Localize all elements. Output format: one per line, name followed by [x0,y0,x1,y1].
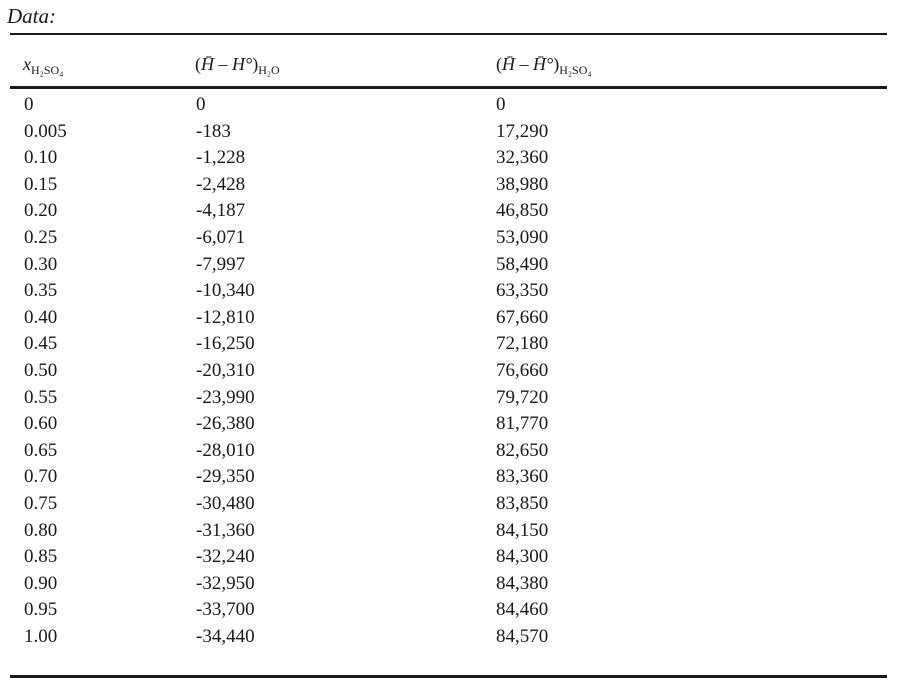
cell-mole-fraction: 0.75 [24,492,58,514]
table-row [0,546,899,573]
cell-acid-enthalpy: 38,980 [496,173,549,195]
cell-mole-fraction: 0.30 [24,253,58,275]
cell-mole-fraction: 0 [24,94,34,115]
table-row [0,520,899,547]
table-row [0,121,899,148]
table-row [0,360,899,387]
data-caption: Data: [7,4,56,28]
cell-acid-enthalpy: 58,490 [496,253,549,275]
table-top-rule [10,33,887,35]
cell-acid-enthalpy: 72,180 [496,333,549,355]
table-row [0,440,899,467]
table-row [0,227,899,254]
cell-acid-enthalpy: 17,290 [496,120,549,142]
cell-acid-enthalpy: 0 [496,94,506,115]
table-row [0,493,899,520]
header-acid-subscript: H₂SO₄ [559,63,592,77]
cell-acid-enthalpy: 63,350 [496,280,549,302]
cell-mole-fraction: 0.40 [24,306,58,328]
cell-mole-fraction: 0.20 [24,200,58,222]
cell-water-enthalpy: -26,380 [196,413,255,435]
cell-mole-fraction: 0.10 [24,147,58,169]
cell-water-enthalpy: -32,950 [196,572,255,594]
cell-acid-enthalpy: 76,660 [496,359,549,381]
cell-water-enthalpy: -183 [196,120,231,142]
cell-mole-fraction: 0.50 [24,359,58,381]
cell-acid-enthalpy: 81,770 [496,413,549,435]
table-row [0,147,899,174]
header-water-open: ( [195,54,201,74]
cell-mole-fraction: 0.45 [24,333,58,355]
cell-water-enthalpy: -20,310 [196,359,255,381]
cell-mole-fraction: 0.80 [24,519,58,541]
cell-mole-fraction: 0.70 [24,466,58,488]
cell-water-enthalpy: -10,340 [196,280,255,302]
header-water-minus: – [214,54,232,74]
header-acid-h0bar: H̄° [533,54,554,74]
cell-water-enthalpy: -33,700 [196,599,255,621]
table-row [0,599,899,626]
cell-water-enthalpy: -28,010 [196,439,255,461]
table-row [0,333,899,360]
cell-mole-fraction: 0.90 [24,572,58,594]
header-mole-fraction [23,54,63,78]
table-row [0,573,899,600]
cell-mole-fraction: 0.55 [24,386,58,408]
header-water-h0: H° [232,54,253,74]
header-acid-minus: – [515,54,533,74]
header-acid-enthalpy [496,54,592,78]
header-acid-hbar: H̄ [502,54,515,74]
header-water-close: ) [252,54,259,74]
cell-mole-fraction: 0.15 [24,173,58,195]
cell-water-enthalpy: 0 [196,94,206,115]
cell-water-enthalpy: -6,071 [196,226,246,248]
cell-mole-fraction: 0.85 [24,546,58,568]
header-water-enthalpy [195,54,280,78]
header-water-subscript: H₂O [258,63,280,77]
cell-water-enthalpy: -32,240 [196,546,255,568]
header-acid-open: ( [496,54,502,74]
cell-mole-fraction: 1.00 [24,625,58,647]
cell-mole-fraction: 0.35 [24,280,58,302]
table-row [0,200,899,227]
cell-water-enthalpy: -2,428 [196,173,246,195]
header-x-symbol: x [23,54,31,74]
cell-acid-enthalpy: 84,570 [496,625,549,647]
cell-mole-fraction: 0.60 [24,413,58,435]
cell-water-enthalpy: -34,440 [196,625,255,647]
cell-water-enthalpy: -31,360 [196,519,255,541]
table-row [0,280,899,307]
table-row [0,466,899,493]
table-bottom-rule [10,675,887,678]
header-x-subscript: H₂SO₄ [31,63,64,77]
header-water-hbar: H̄ [201,54,214,74]
cell-acid-enthalpy: 82,650 [496,439,549,461]
cell-water-enthalpy: -30,480 [196,492,255,514]
table-row [0,174,899,201]
table-row [0,626,899,653]
cell-mole-fraction: 0.65 [24,439,58,461]
cell-water-enthalpy: -4,187 [196,200,246,222]
cell-water-enthalpy: -1,228 [196,147,246,169]
cell-acid-enthalpy: 67,660 [496,306,549,328]
cell-acid-enthalpy: 53,090 [496,226,549,248]
cell-acid-enthalpy: 83,850 [496,492,549,514]
header-acid-close: ) [553,54,560,74]
table-row [0,413,899,440]
cell-acid-enthalpy: 46,850 [496,200,549,222]
table-header-rule [10,86,887,89]
table-row [0,94,899,121]
cell-water-enthalpy: -16,250 [196,333,255,355]
cell-acid-enthalpy: 84,460 [496,599,549,621]
table-body [0,94,899,652]
cell-water-enthalpy: -7,997 [196,253,246,275]
cell-acid-enthalpy: 83,360 [496,466,549,488]
cell-water-enthalpy: -29,350 [196,466,255,488]
cell-mole-fraction: 0.95 [24,599,58,621]
cell-acid-enthalpy: 84,380 [496,572,549,594]
table-row [0,387,899,414]
cell-water-enthalpy: -12,810 [196,306,255,328]
cell-water-enthalpy: -23,990 [196,386,255,408]
cell-mole-fraction: 0.25 [24,226,58,248]
cell-acid-enthalpy: 84,300 [496,546,549,568]
cell-acid-enthalpy: 84,150 [496,519,549,541]
cell-acid-enthalpy: 79,720 [496,386,549,408]
table-row [0,307,899,334]
cell-mole-fraction: 0.005 [24,120,67,142]
cell-acid-enthalpy: 32,360 [496,147,549,169]
table-row [0,254,899,281]
